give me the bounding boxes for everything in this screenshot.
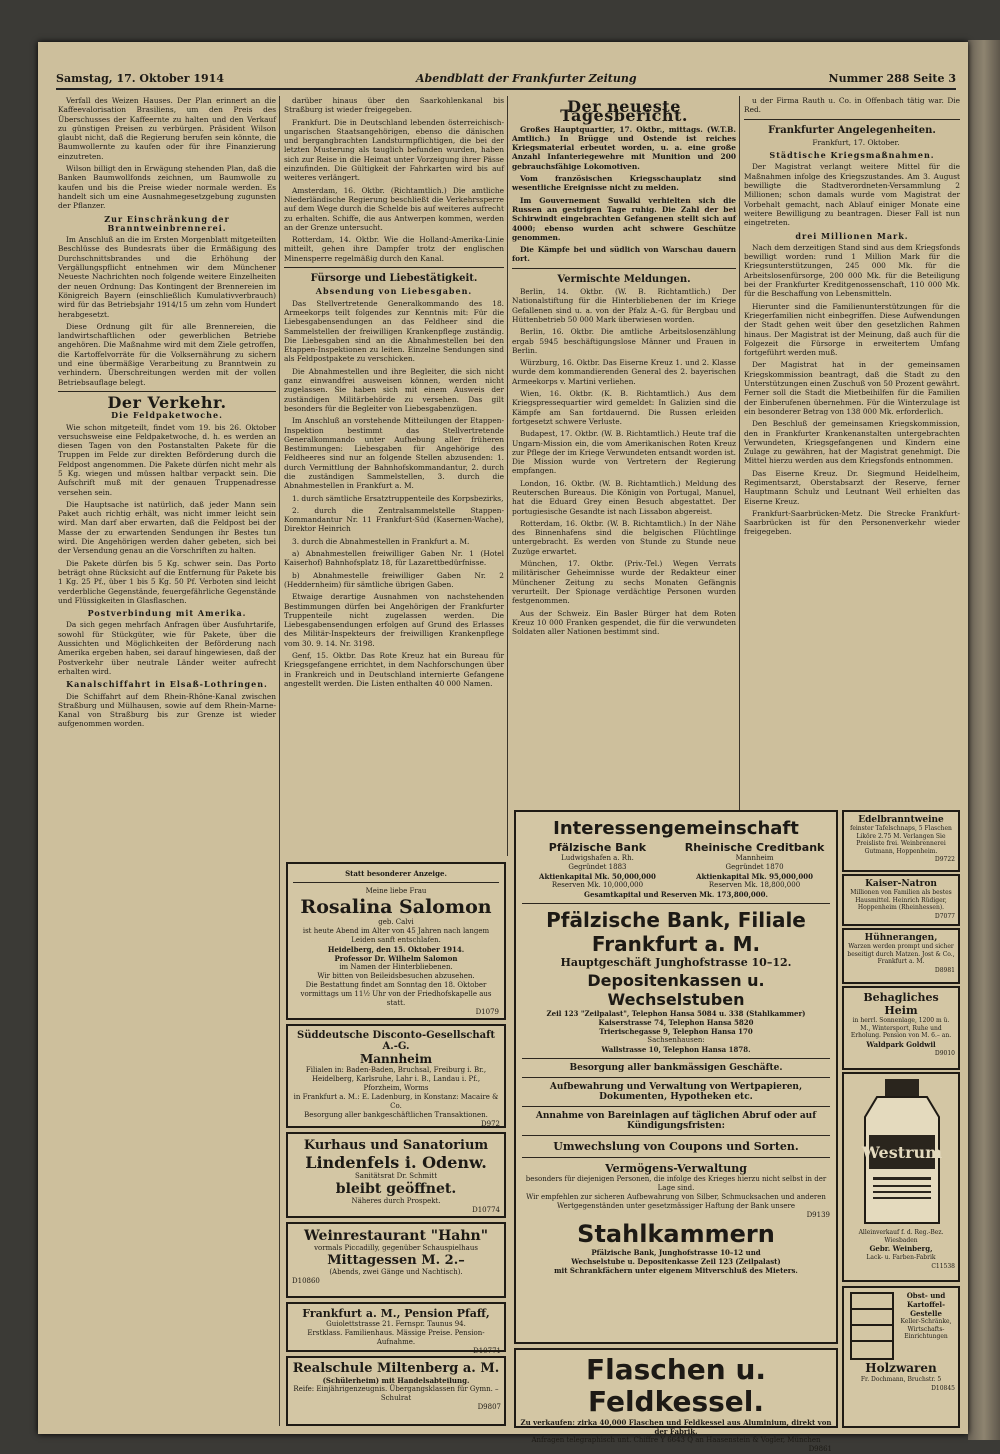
ad-code: D9722 xyxy=(934,856,955,863)
ad-code: C11538 xyxy=(931,1263,955,1270)
ad-text: vormals Piccadilly, gegenüber Schauspielhaus xyxy=(314,1244,478,1252)
article-paragraph: Wien, 16. Oktbr. (K. B. Richtamtlich.) Aus dem Kriegspressequartier wird gemeldet: In Galizien sind die Kämpfe am San fortdauernd. Die Russen erleiden fortgesetzt schwere Verluste. xyxy=(512,389,736,426)
bank-name: Rheinische Creditbank xyxy=(684,841,825,854)
ad-place: Lindenfels i. Odenw. xyxy=(305,1153,487,1172)
article-paragraph: Frankfurt-Saarbrücken-Metz. Die Strecke Frankfurt-Saarbrücken ist für den Personenverkehr wieder freigegeben. xyxy=(744,508,960,537)
ad-text: ist heute Abend im Alter von 45 Jahren nach langem Leiden sanft entschlafen. xyxy=(302,927,490,944)
list-item: 3. durch die Abnahmestellen in Frankfurt a. M. xyxy=(292,536,470,546)
article-paragraph: Im Gouvernement Suwalki verhielten sich die Russen an gestrigen Tage ruhig. Die Zahl der bei Schirwindt eingebrachten Gefangenen stellt sich auf 4000; ebenso wurden acht schwere Geschütze genommen. xyxy=(512,195,736,242)
article-paragraph: Die Hauptsache ist natürlich, daß jeder Mann sein Paket auch richtig erhält, was nicht immer leicht sein wird. Man darf aber erwarten, daß die Feldpost bei der Masse der zu erwartenden Sendungen ihr Bestes tun wird. Die Angehörigen werden daher gebeten, sich bei der Versendung genau an die Vorschriften zu halten. xyxy=(58,499,276,556)
ad-code: D10771 xyxy=(473,1347,501,1355)
bank-total: Gesamtkapital und Reserven Mk. 173,800,000. xyxy=(584,890,768,899)
bank-stahl: Stahlkammern xyxy=(577,1220,775,1248)
article-paragraph: Etwaige derartige Ausnahmen von nachstehenden Bestimmungen dürfen bei Angehörigen der Frankfurter Truppenteile nicht zugelassen werden. Die Liebesgabensendungen erfolgen auf Grund des Erlasses des Militär-Inspekteurs der freiwilligen Krankenpflege vom 30. 9. 14. Nr. 3198. xyxy=(284,592,504,648)
ad-title: Frankfurt a. M., Pension Pfaff, xyxy=(302,1307,490,1320)
divider xyxy=(512,268,736,269)
article-paragraph: Würzburg, 16. Oktbr. Das Eiserne Kreuz 1. und 2. Klasse wurde dem kommandierenden General des 2. bayerischen Armeekorps v. Martini verliehen. xyxy=(512,358,736,386)
article-paragraph: Den Beschluß der gemeinsamen Kriegskommission, den in Frankfurter Krankenanstalten untergebrachten Verwundeten, Kriegsgefangenen und Kindern eine Zulage zu gewähren, hat der Magistrat genehmigt. Die Mittel hierzu werden aus dem Kriegsfonds entnommen. xyxy=(744,419,960,466)
section-heading: Zur Einschränkung der Branntweinbrennerei. xyxy=(104,213,230,233)
ad-text: in Frankfurt a. M.: E. Ladenburg, in Konstanz: Macaire & Co. xyxy=(293,1093,499,1110)
bank-right xyxy=(679,841,830,890)
article-paragraph: Das Stellvertretende Generalkommando des 18. Armeekorps teilt folgendes zur Kenntnis mit: Für die Liebesgabensendungen an das Feldheer sind die Sammelstellen der freiwilligen Krankenpflege zuständig. Die Liebesgaben sind an die Abnahmestellen bei den Etappen-Inspektionen zu leiten. Einzelne Sendungen sind als Feldpostpakete zu verschicken. xyxy=(284,298,504,364)
ad-text: (Abends, zwei Gänge und Nachtisch). xyxy=(329,1268,463,1276)
bank-reserve: Reserven Mk. 10,000,000 xyxy=(551,881,644,889)
article-paragraph: Diese Ordnung gilt für alle Brennereien, die landwirtschaftlichen oder gewerblichen Betriebe angehören. Die Maßnahme wird mit dem Ziele getroffen, die Kartoffelvorräte für die Volksernährung zu sichern und eine übermäßige Verarbeitung zu Branntwein zu verhindern. Überschreitungen werden mit der vollen Betriebsauflage belegt. xyxy=(58,321,276,387)
article-paragraph: Aus der Schweiz. Ein Basler Bürger hat dem Roten Kreuz 10 000 Franken gespendet, die für die verwundeten Soldaten aller Nationen bestimmt sind. xyxy=(512,608,736,637)
ad-code: D9010 xyxy=(934,1049,955,1057)
article-paragraph: Großes Hauptquartier, 17. Oktbr., mittags. (W.T.B. Amtlich.) In Brügge und Ostende ist reiches Kriegsmaterial erbeutet worden, u. a. eine große Anzahl Infanteriegewehre mit Munition und 200 gebrauchsfähige Lokomotiven. xyxy=(512,124,736,171)
section-title-tagesbericht: Der neueste Tagesbericht. xyxy=(560,97,688,126)
divider xyxy=(522,1106,830,1107)
divider xyxy=(522,1157,830,1158)
bank-city: Ludwigshafen a. Rh. xyxy=(561,854,634,862)
ad-huehneraugen xyxy=(842,928,960,984)
bank-service: Aufbewahrung und Verwaltung von Wertpapieren, Dokumenten, Hypotheken etc. xyxy=(549,1082,803,1102)
article-paragraph: Da sich gegen mehrfach Anfragen über Ausfuhrtarife, sowohl für Stückgüter, wie für Pakete, über die Aussichten und Möglichkeiten der Beförderung nach Amerika ergeben haben, sei darauf hingewiesen, daß der Postverkehr über neutrale Länder weiter aufrecht erhalten wird. xyxy=(58,620,276,676)
ad-code: D9861 xyxy=(808,1445,832,1453)
dateline: Frankfurt, 17. Oktober. xyxy=(812,137,900,147)
section-heading-millionen: drei Millionen Mark. xyxy=(795,230,909,241)
ad-westrum-bottle xyxy=(842,1072,960,1282)
article-paragraph: Rotterdam, 14. Oktbr. Wie die Holland-Amerika-Linie mitteilt, gehen ihre Dampfer trotz der englischen Minensperre regelmäßig durch den Kanal. xyxy=(284,235,504,263)
divider xyxy=(522,1135,830,1136)
section-title-vermischte: Vermischte Meldungen. xyxy=(557,273,691,285)
article-paragraph: Hierunter sind die Familienunterstützungen für die Kriegerfamilien nicht einbegriffen. Diese Aufwendungen der Stadt gehen weit über den gesetzlichen Rahmen hinaus. Der Magistrat ist der Meinung, daß auch für die Folgezeit die Fürsorge in erweitertem Umfang fortgeführt werden muß. xyxy=(744,301,960,358)
ad-text: Guiolettstrasse 21. Fernspr. Taunus 94. xyxy=(326,1320,466,1328)
article-paragraph: u der Firma Rauth u. Co. in Offenbach tätig war. Die Red. xyxy=(744,96,960,115)
shelf-icon xyxy=(847,1291,897,1361)
bank-reserve: Reserven Mk. 18,800,000 xyxy=(708,881,801,889)
ad-title: Flaschen u. Feldkessel. xyxy=(585,1353,767,1418)
ad-text: Heidelberg, den 15. Oktober 1914. xyxy=(327,945,465,954)
bank-branch: Kaiserstrasse 74, Telephon Hansa 5820 xyxy=(598,1018,754,1027)
article-paragraph: Die Abnahmestellen und ihre Begleiter, die sich nicht ganz einwandfrei ausweisen können, werden nicht zugelassen. Sie haben sich mit einem Ausweis der zuständigen Militärbehörde zu versehen. Das gilt besonders für die Begleiter von Liebesgabenzügen. xyxy=(284,366,504,413)
newspaper-page xyxy=(38,42,968,1453)
section-heading-staedtisch: Städtische Kriegsmaßnahmen. xyxy=(769,150,935,161)
ad-kurhaus-lindenfels xyxy=(286,1132,506,1218)
column-4 xyxy=(744,96,960,856)
ad-pfaelzische-bank xyxy=(514,810,838,1344)
bank-founded: Gegründet 1883 xyxy=(568,863,627,871)
ad-text: Erstklass. Familienhaus. Mässige Preise. Pension-Aufnahme. xyxy=(307,1329,485,1346)
ad-name: Fr. Dochmann, Bruchstr. 5 xyxy=(860,1376,942,1383)
bottle-icon xyxy=(847,1077,957,1225)
ad-text: Näheres durch Prospekt. xyxy=(351,1197,441,1205)
ad-text: Besorgung aller bankgeschäftlichen Transaktionen. xyxy=(304,1111,488,1119)
ad-salomon-death-notice xyxy=(286,862,506,1020)
article-paragraph: Berlin, 16. Oktbr. Die amtliche Arbeitslosenzählung ergab 5945 beschäftigungslose Männer und Frauen in Berlin. xyxy=(512,327,736,355)
masthead xyxy=(56,68,956,90)
ad-title: Kurhaus und Sanatorium xyxy=(303,1138,489,1153)
masthead-number: Nummer 288 Seite 3 xyxy=(828,71,956,85)
section-heading-liebesgaben: Absendung von Liebesgaben. xyxy=(315,286,473,297)
divider xyxy=(744,119,960,120)
article-paragraph: London, 16. Oktbr. (W. B. Richtamtlich.) Meldung des Reuterschen Bureaus. Die Königin von Portugal, Manuel, hat die Eduard Grey einen Besuch abgestattet. Der portugiesische Gesandte ist nach Lissabon abgereist. xyxy=(512,478,736,516)
ad-behagliches-heim xyxy=(842,986,960,1070)
ad-kaiser-natron xyxy=(842,874,960,926)
ad-code: D10845 xyxy=(931,1385,955,1392)
ad-status: bleibt geöffnet. xyxy=(335,1181,457,1197)
list-item: 1. durch sämtliche Ersatztruppenteile des Korpsbezirks, xyxy=(292,493,504,503)
bank-branch: Zeil 123 "Zeilpalast", Telephon Hansa 5084 u. 338 (Stahlkammer) xyxy=(546,1009,806,1018)
divider xyxy=(522,1077,830,1078)
article-paragraph: Budapest, 17. Oktbr. (W. B. Richtamtlich.) Heute traf die Ungarn-Mission ein, die vom Amerikanischen Roten Kreuz zur Pflege der im Kriege Verwundeten entsandt worden ist. Die Mission wurde von Vertretern der Regierung empfangen. xyxy=(512,429,736,476)
article-paragraph: Genf, 15. Oktbr. Das Rote Kreuz hat ein Bureau für Kriegsgefangene errichtet, in dem Nachforschungen über in Frankreich und in Deutschland internierte Gefangene angestellt werden. Die Listen enthalten 40 000 Namen. xyxy=(284,651,504,688)
section-heading-feldpost: Die Feldpaketwoche. xyxy=(111,410,223,421)
ad-flaschen-feldkessel xyxy=(514,1348,838,1453)
masthead-date: Samstag, 17. Oktober 1914 xyxy=(56,71,224,85)
article-paragraph: Verfall des Weizen Hauses. Der Plan erinnert an die Kaffeevalorisation Brasiliens, um den Preis des Überschusses der Kaffeernte zu halten und den Verkauf zu günstigen Preisen zu verbürgen. Präsident Wilson glaubt nicht, daß die Regierung berufen sein könnte, die Baumwollernte zu kaufen oder für ihre Finanzierung einzutreten. xyxy=(58,96,276,161)
ad-text: (Schülerheim) mit Handelsabteilung. xyxy=(322,1376,470,1385)
bank-depot: Depositenkassen u. Wechselstuben xyxy=(587,971,765,1009)
bank-capital: Aktienkapital Mk. 50,000,000 xyxy=(539,872,656,881)
list-item: a) Abnahmestellen freiwilliger Gaben Nr. 1 (Hotel Kaiserhof) Bahnhofsplatz 18, für Lazarettbedürfnisse. xyxy=(284,549,504,568)
ad-text: Keller-Schränke, Wirtschafts-Einrichtungen xyxy=(900,1318,952,1340)
bank-name: Pfälzische Bank xyxy=(548,841,647,854)
divider xyxy=(522,1058,830,1059)
ad-obst-gestelle xyxy=(842,1286,960,1428)
ad-place: Waldpark Goldwil xyxy=(866,1039,936,1049)
section-title-angelegenheiten: Frankfurter Angelegenheiten. xyxy=(768,124,936,136)
article-paragraph: Rotterdam, 16. Oktbr. (W. B. Richtamtlich.) In der Nähe des Binnenhafens sind die belgischen Flüchtlinge untergebracht. Es werden von Stunde zu Stunde neue Zuzüge erwartet. xyxy=(512,518,736,556)
ad-text: feinster Tafelschnaps, 5 Flaschen Liköre 2.75 M. Verlangen Sie Preisliste frei. Weinbrennerei Gutmann, Hoppenheim. xyxy=(850,825,952,855)
column-rule xyxy=(507,96,508,856)
ad-text: geb. Calvi xyxy=(378,918,414,926)
ad-head: Interessengemeinschaft xyxy=(553,818,799,839)
article-paragraph: Vom französischen Kriegsschauplatz sind wesentliche Ereignisse nicht zu melden. xyxy=(512,174,736,193)
article-paragraph: darüber hinaus über den Saarkohlenkanal bis Straßburg ist wieder freigegeben. xyxy=(284,96,504,115)
ad-code: D9807 xyxy=(477,1403,501,1411)
ad-text: Millionen von Familien als bestes Hausmittel. Heinrich Rüdiger, Hoppenheim (Rheinhessen). xyxy=(850,889,952,911)
ad-text: Alleinverkauf f. d. Reg.-Bez. Wiesbaden xyxy=(858,1229,944,1244)
bottle-label: Westrum xyxy=(861,1143,943,1162)
ad-title: Süddeutsche Disconto-Gesellschaft A.-G. xyxy=(296,1030,495,1052)
ad-disconto-gesellschaft xyxy=(286,1024,506,1128)
bank-service: Besorgung aller bankmässigen Geschäfte. xyxy=(569,1063,783,1073)
list-item: 2. durch die Zentralsammelstelle Stappen-Kommandantur Nr. 11 Frankfurt-Süd (Kasernen-Wache), Direktor Heinrich xyxy=(284,505,504,534)
article-paragraph: Die Kämpfe bei und südlich von Warschau dauern fort. xyxy=(512,245,736,264)
column-rule xyxy=(279,96,280,1426)
ad-code: D1079 xyxy=(475,1008,499,1016)
ad-title: Kaiser-Natron xyxy=(865,879,937,889)
ad-text: Mittagessen M. 2.– xyxy=(327,1253,465,1268)
ad-name: Gebr. Weinberg, xyxy=(869,1244,933,1253)
masthead-title: Abendblatt der Frankfurter Zeitung xyxy=(415,71,637,85)
divider xyxy=(293,882,499,883)
bank-branch: Trierischegasse 9, Telephon Hansa 170 xyxy=(599,1027,753,1036)
bank-text: mit Schrankfächern unter eigenem Mitverschluß des Mieters. xyxy=(554,1266,798,1275)
page-edge xyxy=(968,40,1000,1440)
ad-code: D972 xyxy=(481,1120,500,1128)
article-paragraph: Der Magistrat verlangt weitere Mittel für die Maßnahmen infolge des Kriegszustandes. Am 3. August bewilligte die Stadtverordneten-Versammlung 2 Millionen; schon damals wurde vom Magistrat der Vorbehalt gemacht, nach Ablauf einiger Monate eine weitere Bewilligung zu beantragen. Dieser Fall ist nun eingetreten. xyxy=(744,162,960,228)
ad-edelbranntweine xyxy=(842,810,960,872)
bank-pair xyxy=(522,841,830,890)
bank-branch: Wallstrasse 10, Telephon Hansa 1878. xyxy=(601,1045,751,1054)
ad-title: Weinrestaurant "Hahn" xyxy=(303,1228,489,1244)
ad-text: Die Bestattung findet am Sonntag den 18. Oktober vormittags um 11½ Uhr von der Friedhofskapelle aus statt. xyxy=(300,981,492,1007)
ad-text: Lack- u. Farben-Fabrik xyxy=(866,1254,936,1261)
bank-branch-label: Sachsenhausen: xyxy=(647,1036,705,1044)
bank-text: Wechselstube u. Depositenkasse Zeil 123 (Zeilpalast) xyxy=(571,1257,781,1266)
ad-text: Reife: Einjährigenzeugnis. Übergangsklassen für Gymn. – Schulrat xyxy=(293,1385,499,1402)
bank-founded: Gegründet 1870 xyxy=(725,863,784,871)
article-paragraph: Im Anschluß an vorstehende Mitteilungen der Etappen-Inspektion bestimmt das Stellvertretende Generalkommando unter Aufhebung aller früheren Bestimmungen: Liebesgaben für Angehörige des Feldheeres sind nur an folgende Stellen abzusenden: 1. durch Vermittlung der Bahnhofskommandantur, 2. durch die zuständigen Sammelstellen, 3. durch die Abnahmestellen in Frankfurt a. M. xyxy=(284,416,504,491)
bank-filiale: Pfälzische Bank, Filiale Frankfurt a. M. xyxy=(546,908,806,956)
section-heading-amerika: Postverbindung mit Amerika. xyxy=(87,608,247,619)
article-paragraph: Die Pakete dürfen bis 5 Kg. schwer sein. Das Porto beträgt ohne Rücksicht auf die Entfernung für Pakete bis 1 Kg. 25 Pf., über 1 bis 5 Kg. 50 Pf. Verboten sind leicht verderbliche Gegenstände, feuergefährliche Gegenstände und Flüssigkeiten in Glasflaschen. xyxy=(58,558,276,605)
bank-haupt: Hauptgeschäft Junghofstrasse 10–12. xyxy=(560,956,792,969)
article-paragraph: Frankfurt. Die in Deutschland lebenden österreichisch-ungarischen Staatsangehörigen, ebenso die dänischen und bergangbrachten Landsturmpflichtigen, die bei der letzten Musterung als tauglich befunden wurden, haben sich zur Reise in die Heimat unter Vorzeigung ihrer Pässe einzufinden. Die Gültigkeit der Fahrkarten wird bis auf weiteres verlängert. xyxy=(284,117,504,183)
article-paragraph: Berlin, 14. Oktbr. (W. B. Richtamtlich.) Der Nationalstiftung für die Hinterbliebenen der im Kriege Gefallenen sind u. a. von der Pfalz A.-G. für Bergbau und Hüttenbetrieb 50 000 Mark überwiesen worden. xyxy=(512,287,736,324)
ad-text: Warzen werden prompt und sicher beseitigt durch Matzen. Jost & Co., Frankfurt a. M. xyxy=(847,943,955,965)
ad-brand: Holzwaren xyxy=(865,1361,937,1375)
bank-left xyxy=(522,841,673,890)
bank-city: Mannheim xyxy=(735,854,774,862)
ad-code: D8981 xyxy=(934,966,955,974)
article-paragraph: Amsterdam, 16. Oktbr. (Richtamtlich.) Die amtliche Niederländische Regierung beschließt die Verkehrssperre auf dem Wege durch die Schelde bis auf weiteres aufrecht zu erhalten. Schiffe, die aus Antwerpen kommen, werden an der Grenze untersucht. xyxy=(284,185,504,232)
ad-title: Hühnerangen, xyxy=(864,933,938,943)
bank-text: Pfälzische Bank, Junghofstrasse 10–12 und xyxy=(591,1248,761,1257)
ad-name: Rosalina Salomon xyxy=(300,896,492,918)
article-paragraph: Das Eiserne Kreuz. Dr. Siegmund Heidelheim, Regimentsarzt, Oberstabsarzt der Reserve, ferner Hauptmann Schulz und Leutnant Weil erhielten das Eiserne Kreuz. xyxy=(744,468,960,506)
divider xyxy=(58,391,276,392)
ad-title: Obst- und Kartoffel-Gestelle xyxy=(906,1291,946,1318)
bank-service: Vermögens-Verwaltung xyxy=(605,1162,747,1175)
ad-code: D9139 xyxy=(806,1211,830,1219)
ad-realschule-miltenberg xyxy=(286,1356,506,1426)
ad-text: Zu verkaufen: zirka 40,000 Flaschen und Feldkessel aus Aluminium, direkt von der Fabrik. xyxy=(520,1418,832,1436)
ad-text: im Namen der Hinterbliebenen. xyxy=(339,963,453,971)
section-title-verkehr: Der Verkehr. xyxy=(107,392,227,412)
ad-text: Filialen in: Baden-Baden, Bruchsal, Freiburg i. Br., Heidelberg, Karlsruhe, Lahr i. B., Landau i. Pf., Pforzheim, Worms xyxy=(305,1066,487,1092)
ad-weinrestaurant-hahn xyxy=(286,1222,506,1298)
column-rule xyxy=(739,96,740,856)
ad-pension-pfaff xyxy=(286,1302,506,1355)
column-3 xyxy=(512,96,736,856)
ad-title: Edelbranntweine xyxy=(858,815,944,825)
article-paragraph: Im Anschluß an die im Ersten Morgenblatt mitgeteilten Beschlüsse des Bundesrats über die Ermäßigung des Durchschnittsbrandes und die Erhöhung der Vergällungspflicht entnehmen wir dem Münchener Neueste Nachrichten noch folgende weitere Einzelheiten der neuen Ordnung: Das Kontingent der Brennereien im Königreich Bayern (einschließlich Kumulativverbrauch) wird für das Betriebsjahr 1914/15 um zehn vom Hundert herabgesetzt. xyxy=(58,235,276,319)
section-heading-kanal: Kanalschiffahrt in Elsaß-Lothringen. xyxy=(66,679,268,690)
ad-text: Sanitätsrat Dr. Schmitt xyxy=(354,1172,438,1180)
ad-title: Behagliches Heim xyxy=(863,991,939,1017)
article-paragraph: Wilson billigt den in Erwägung stehenden Plan, daß die Banken Baumwollfonds zeichnen, um Baumwolle zu kaufen und bis die Preise wieder normale werden. Es handelt sich um eine Ausnahmegesetzgebung zugunsten der Pflanzer. xyxy=(58,164,276,211)
bank-service: Annahme von Bareinlagen auf täglichen Abruf oder auf Kündigungsfristen: xyxy=(535,1111,817,1131)
article-paragraph: Wie schon mitgeteilt, findet vom 19. bis 26. Oktober versuchsweise eine Feldpaketwoche, d. h. es werden an diesen Tagen von den Postanstalten Pakete für die Truppen im Felde zur direkten Beförderung durch die Feldpost angenommen. Die Pakete dürfen nicht mehr als 5 Kg. wiegen und müssen haltbar verpackt sein. Die Aufschrift muß mit der genauen Truppenadresse versehen sein. xyxy=(58,422,276,497)
ad-code: D10860 xyxy=(292,1277,320,1285)
ad-text: in herrl. Sonnenlage, 1200 m ü. M., Wintersport, Ruhe und Erholung. Pension von M. 6.– an. xyxy=(850,1017,952,1039)
bank-text: Wir empfehlen zur sicheren Aufbewahrung von Silber, Schmucksachen und anderen Wertgegenständen unter gesetzmässiger Haftung der Bank unsere xyxy=(526,1193,826,1210)
ad-text: Anfragen telegraphisch unt. Chiffre Y 6643 Q an Haasenstein & Vogler, München xyxy=(531,1436,821,1444)
bank-text: besonders für diejenigen Personen, die infolge des Krieges hierzu nicht selbst in der Lage sind. xyxy=(525,1175,827,1192)
ad-text: Professor Dr. Wilhelm Salomon xyxy=(334,954,458,963)
column-2 xyxy=(284,96,504,856)
divider xyxy=(284,267,504,268)
ad-text: Meine liebe Frau xyxy=(365,887,427,895)
ad-text: Statt besonderer Anzeige. xyxy=(345,869,447,878)
article-paragraph: Der Magistrat hat in der gemeinsamen Kriegskommission beantragt, daß die Stadt zu den Unterstützungen einen Zuschuß von 50 Prozent gewährt. Ferner soll die Stadt die Mietbeihilfen für die Familien der Einberufenen übernehmen. Für die Winterzulage ist ein besonderer Betrag von 138 000 Mk. erforderlich. xyxy=(744,360,960,416)
ad-title: Realschule Miltenberg a. M. xyxy=(292,1361,500,1376)
article-paragraph: München, 17. Oktbr. (Priv.-Tel.) Wegen Verrats militärischer Geheimnisse wurde der Redakteur einer Münchener Zeitung zu sechs Monaten Gefängnis verurteilt. Der Spionage verdächtige Personen wurden festgenommen. xyxy=(512,559,736,606)
ad-code: D7077 xyxy=(934,912,955,920)
ad-code: D10774 xyxy=(472,1206,500,1214)
article-paragraph: Nach dem derzeitigen Stand sind aus dem Kriegsfonds bewilligt worden: rund 1 Million Mark für die Kriegsunterstützungen, 245 000 Mk. für die Arbeitslosenfürsorge, 200 000 Mk. für die Beteiligung bei der Frankfurter Kreditgenossenschaft, 110 000 Mk. für die Beschaffung von Lebensmitteln. xyxy=(744,242,960,299)
divider xyxy=(522,903,830,904)
ad-text: Wir bitten von Beileidsbesuchen abzusehen. xyxy=(317,972,475,980)
article-paragraph: Die Schiffahrt auf dem Rhein-Rhône-Kanal zwischen Straßburg und Mülhausen, sowie auf dem Rhein-Marne-Kanal von Straßburg bis zur Grenze ist wieder aufgenommen worden. xyxy=(58,691,276,729)
list-item: b) Abnahmestelle freiwilliger Gaben Nr. 2 (Heddernheim) für sämtliche übrigen Gaben. xyxy=(284,570,504,589)
ad-city: Mannheim xyxy=(359,1052,433,1066)
section-title-fuersorge: Fürsorge und Liebestätigkeit. xyxy=(310,273,478,285)
bank-capital: Aktienkapital Mk. 95,000,000 xyxy=(696,872,813,881)
column-1 xyxy=(58,96,276,1426)
bank-service: Umwechslung von Coupons und Sorten. xyxy=(553,1140,799,1153)
